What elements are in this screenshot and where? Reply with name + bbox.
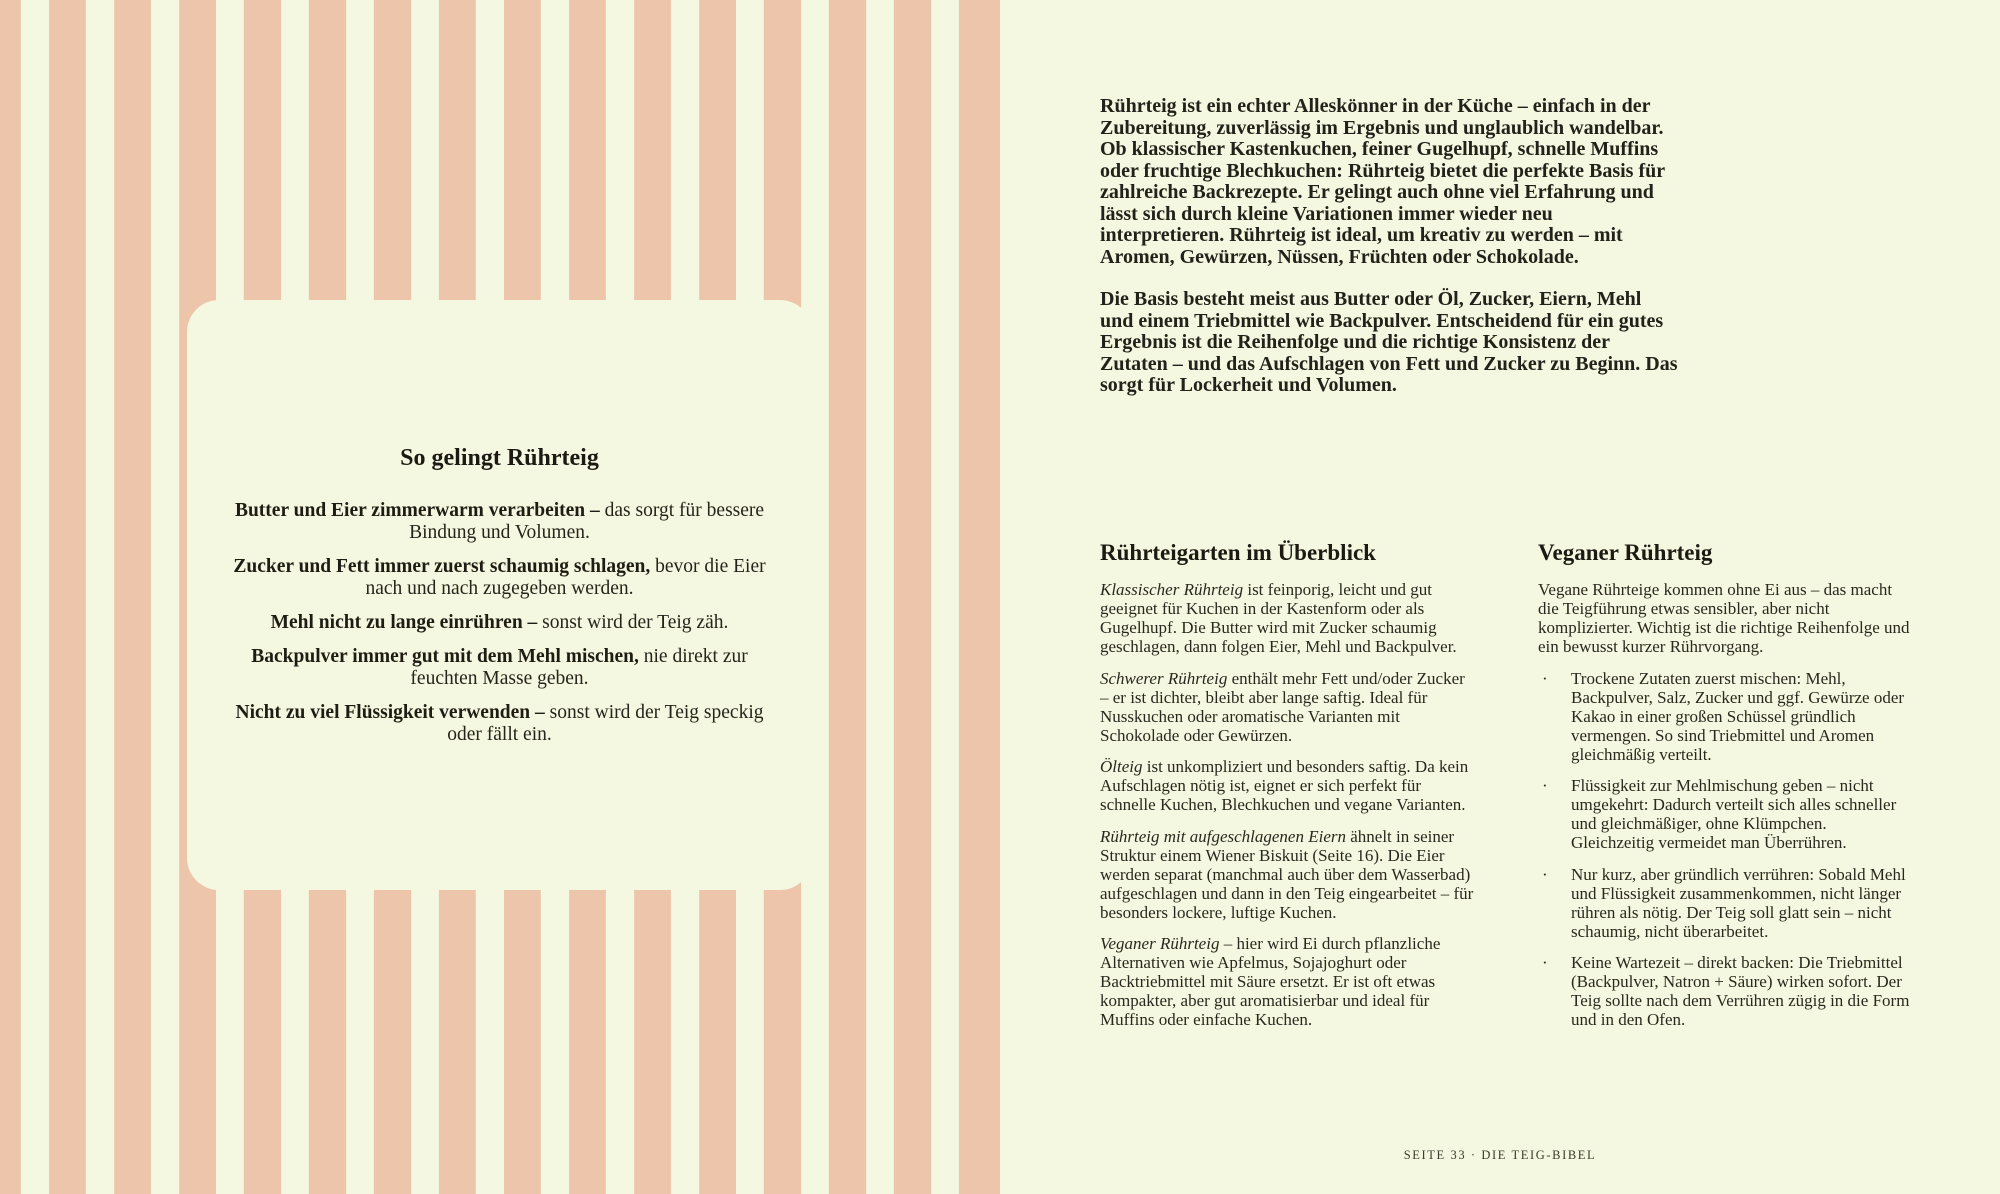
tip-rest-text: sonst wird der Teig speckig oder fällt ein.: [447, 702, 764, 745]
column-ruehrteigarten: [1100, 540, 1474, 1042]
variety-paragraph: [1100, 934, 1474, 1029]
tip-bold-text: Zucker und Fett immer zuerst schaumig schlagen,: [233, 556, 651, 577]
variety-paragraph: [1100, 669, 1474, 745]
variety-name: Veganer Rührteig: [1100, 934, 1220, 953]
bullet-item: [1538, 669, 1912, 764]
variety-name: Rührteig mit aufgeschlagenen Eiern: [1100, 826, 1346, 846]
tip-item: [217, 500, 782, 544]
tip-item: [271, 612, 729, 634]
tip-bold-text: Mehl nicht zu lange einrühren –: [270, 612, 538, 633]
variety-paragraph: [1100, 827, 1474, 922]
tip-bold-text: Butter und Eier zimmerwarm verarbeiten –: [234, 500, 600, 521]
bullet-text: Flüssigkeit zur Mehlmischung geben – nicht umgekehrt: Dadurch verteilt sich alles schneller und gleichmäßiger, ohne Klümpchen. Gleichzeitig vermeidet man Überrühren.: [1571, 776, 1897, 852]
variety-paragraph: [1100, 757, 1474, 814]
variety-description: ähnelt in seiner Struktur einem Wiener Biskuit (Seite 16). Die Eier werden separat (manchmal auch über dem Wasserbad) aufgeschlagen und dann in den Teig eingearbeitet – für besonders lockere, luftige Kuchen.: [1100, 826, 1474, 922]
variety-description: ist unkompliziert und besonders saftig. Da kein Aufschlagen nötig ist, eignet er sich perfekt für schnelle Kuchen, Blechkuchen und vegane Varianten.: [1100, 757, 1469, 814]
bullet-dot: ·: [1542, 864, 1548, 884]
variety-paragraph: [1100, 580, 1474, 656]
tip-item: [217, 702, 782, 746]
bullet-text: Keine Wartezeit – direkt backen: Die Triebmittel (Backpulver, Natron + Säure) wirken sofort. Der Teig sollte nach dem Verrühren zügig in die Form und in den Ofen.: [1571, 953, 1910, 1029]
vegan-intro-paragraph: Vegane Rührteige kommen ohne Ei aus – das macht die Teigführung etwas sensibler, aber nicht komplizierter. Wichtig ist die richtige Reihenfolge und ein bewusst kurzer Rührvorgang.: [1538, 580, 1910, 656]
variety-name: Klassischer Rührteig: [1100, 580, 1244, 599]
tip-rest-text: nie direkt zur feuchten Masse geben.: [410, 646, 748, 689]
tips-card: [187, 300, 812, 890]
bullet-dot: ·: [1542, 668, 1548, 688]
tip-item: [217, 646, 782, 690]
variety-name: Schwerer Rührteig: [1100, 668, 1228, 688]
two-column-section: [1100, 540, 1912, 1042]
tip-rest-text: bevor die Eier nach und nach zugegeben werden.: [365, 556, 766, 599]
variety-name: Ölteig: [1100, 757, 1143, 776]
bullet-item: [1538, 776, 1912, 852]
tips-card-title: So gelingt Rührteig: [400, 445, 599, 471]
intro-section: [1100, 96, 1678, 418]
right-page: [1000, 0, 2000, 1194]
bullet-text: Trockene Zutaten zuerst mischen: Mehl, Backpulver, Salz, Zucker und ggf. Gewürze oder Kakao in einer großen Schüssel gründlich vermengen. So sind Triebmittel und Aromen gleichmäßig verteilt.: [1571, 668, 1905, 764]
intro-paragraph-1: Rührteig ist ein echter Alleskönner in der Küche – einfach in der Zubereitung, zuverlässig im Ergebnis und unglaublich wandelbar. Ob klassischer Kastenkuchen, feiner Gugelhupf, schnelle Muffins oder fruchtige Blechkuchen: Rührteig bietet die perfekte Basis für zahlreiche Backrezepte. Er gelingt auch ohne viel Erfahrung und lässt sich durch kleine Variationen immer wieder neu interpretieren. Rührteig ist ideal, um kreativ zu werden – mit Aromen, Gewürzen, Nüssen, Früchten oder Schokolade.: [1100, 95, 1665, 268]
column-left-heading: Rührteigarten im Überblick: [1100, 540, 1376, 565]
bullet-item: [1538, 953, 1912, 1029]
tip-bold-text: Backpulver immer gut mit dem Mehl mischen,: [251, 646, 639, 667]
variety-description: enthält mehr Fett und/oder Zucker – er ist dichter, bleibt aber lange saftig. Ideal für Nusskuchen oder aromatische Varianten mit Schokolade oder Gewürzen.: [1100, 668, 1465, 745]
variety-description: ist feinporig, leicht und gut geeignet für Kuchen in der Kastenform oder als Gugelhupf. Die Butter wird mit Zucker schaumig geschlagen, dann folgen Eier, Mehl und Backpulver.: [1100, 580, 1457, 656]
tip-rest-text: das sorgt für bessere Bindung und Volumen.: [409, 500, 765, 543]
bullet-dot: ·: [1542, 776, 1548, 795]
page-footer: SEITE 33 · DIE TEIG-BIBEL: [1403, 1148, 1597, 1162]
bullet-text: Nur kurz, aber gründlich verrühren: Sobald Mehl und Flüssigkeit zusammenkommen, nicht länger rühren als nötig. Der Teig soll glatt sein – nicht schaumig, nicht überarbeitet.: [1571, 864, 1906, 941]
tip-rest-text: sonst wird der Teig zäh.: [537, 612, 729, 633]
bullet-dot: ·: [1542, 953, 1548, 972]
bullet-item: [1538, 865, 1912, 941]
variety-description: – hier wird Ei durch pflanzliche Alternativen wie Apfelmus, Sojajoghurt oder Backtriebmittel mit Säure ersetzt. Er ist oft etwas kompakter, aber gut aromatisierbar und ideal für Muffins oder einfache Kuchen.: [1100, 934, 1441, 1029]
tip-item: [217, 556, 782, 600]
column-right-heading: Veganer Rührteig: [1538, 540, 1713, 565]
column-veganer-ruehrteig: [1538, 540, 1912, 1042]
tip-bold-text: Nicht zu viel Flüssigkeit verwenden –: [235, 702, 545, 723]
intro-paragraph-2: Die Basis besteht meist aus Butter oder Öl, Zucker, Eiern, Mehl und einem Triebmittel wie Backpulver. Entscheidend für ein gutes Ergebnis ist die Reihenfolge und die richtige Konsistenz der Zutaten – und das Aufschlagen von Fett und Zucker zu Beginn. Das sorgt für Lockerheit und Volumen.: [1100, 288, 1678, 396]
